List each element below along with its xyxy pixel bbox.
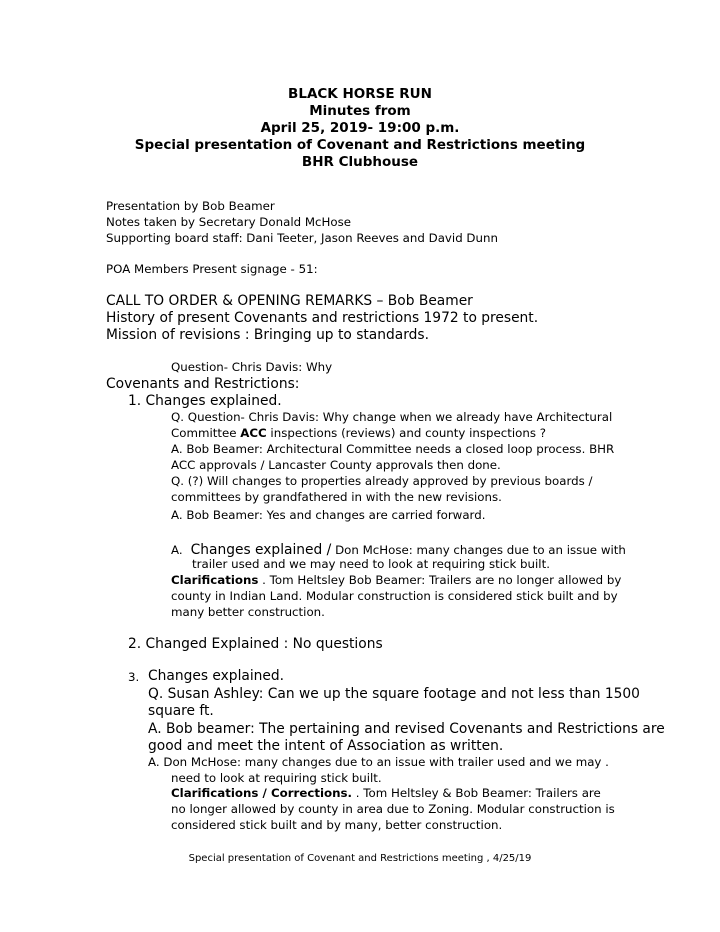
item1-answer2: A. Bob Beamer: Yes and changes are carried forward.	[171, 508, 486, 522]
item3-clarifications-cont: no longer allowed by county in area due to Zoning. Modular construction is	[171, 802, 615, 816]
history-line: History of present Covenants and restrictions 1972 to present.	[106, 310, 539, 326]
q1-text-a: Committee	[171, 426, 241, 440]
meeting-name: Special presentation of Covenant and Restrictions meeting	[134, 137, 586, 153]
item3-answer: A. Bob beamer: The pertaining and revised Covenants and Restrictions are	[148, 721, 665, 737]
clarifications-text: . Tom Heltsley Bob Beamer: Trailers are no longer allowed by	[258, 573, 622, 587]
doc-title: BLACK HORSE RUN	[288, 86, 432, 102]
item3-question-cont: square ft.	[148, 703, 214, 719]
question-intro: Question- Chris Davis: Why	[171, 360, 333, 374]
item1-clarifications-cont: county in Indian Land. Modular construction is considered stick built and by	[171, 589, 618, 603]
clarifications-corrections-text: . Tom Heltsley & Bob Beamer: Trailers are	[352, 786, 601, 800]
item1-clarifications	[171, 573, 621, 587]
staff-line: Supporting board staff: Dani Teeter, Jason Reeves and David Dunn	[106, 231, 498, 245]
doc-subtitle: Minutes from	[309, 103, 411, 119]
item1-question1: Q. Question- Chris Davis: Why change when we already have Architectural	[171, 410, 613, 424]
item3-question: Q. Susan Ashley: Can we up the square footage and not less than 1500	[148, 686, 640, 702]
item1-answer1-cont: ACC approvals / Lancaster County approvals then done.	[171, 458, 501, 472]
item1-question2-cont: committees by grandfathered in with the new revisions.	[171, 490, 502, 504]
q1-text-b: inspections (reviews) and county inspections ?	[266, 426, 547, 440]
item1-clarifications-end: many better construction.	[171, 605, 325, 619]
section-title: Covenants and Restrictions:	[106, 376, 300, 392]
changes-explained-line	[171, 542, 626, 558]
item1-label: 1. Changes explained.	[128, 393, 282, 409]
notes-line: Notes taken by Secretary Donald McHose	[106, 215, 351, 229]
item1-answer1: A. Bob Beamer: Architectural Committee needs a closed loop process. BHR	[171, 442, 615, 456]
call-to-order: CALL TO ORDER & OPENING REMARKS – Bob Beamer	[106, 293, 473, 309]
mission-line: Mission of revisions : Bringing up to standards.	[106, 327, 429, 343]
item3-label: Changes explained.	[148, 668, 285, 684]
page-footer: Special presentation of Covenant and Restrictions meeting , 4/25/19	[188, 853, 532, 864]
item3-clarifications	[171, 786, 601, 800]
meeting-location: BHR Clubhouse	[301, 154, 419, 170]
clarifications-label: Clarifications	[171, 573, 259, 587]
ca-heading: Changes explained /	[190, 542, 332, 558]
ca-marker: A.	[171, 543, 183, 557]
item3-clarifications-end: considered stick built and by many, better construction.	[171, 818, 503, 832]
item1-question2: Q. (?) Will changes to properties already approved by previous boards /	[171, 474, 593, 488]
changes-explained-cont: trailer used and we may need to look at requiring stick built.	[192, 557, 550, 571]
clarifications-corrections-label: Clarifications / Corrections.	[171, 786, 353, 800]
item1-question1-cont	[171, 426, 546, 440]
acc-abbrev: ACC	[240, 426, 267, 440]
item3-number: 3.	[128, 670, 140, 684]
members-line: POA Members Present signage - 51:	[106, 262, 318, 276]
ca-text: Don McHose: many changes due to an issue with	[331, 543, 626, 557]
item3-don-answer: A. Don McHose: many changes due to an issue with trailer used and we may .	[148, 755, 609, 769]
item2-label: 2. Changed Explained : No questions	[128, 636, 383, 652]
meeting-date: April 25, 2019- 19:00 p.m.	[260, 120, 460, 136]
item3-answer-cont: good and meet the intent of Association as written.	[148, 738, 504, 754]
presenter-line: Presentation by Bob Beamer	[106, 199, 275, 213]
item3-don-answer-cont: need to look at requiring stick built.	[171, 771, 382, 785]
